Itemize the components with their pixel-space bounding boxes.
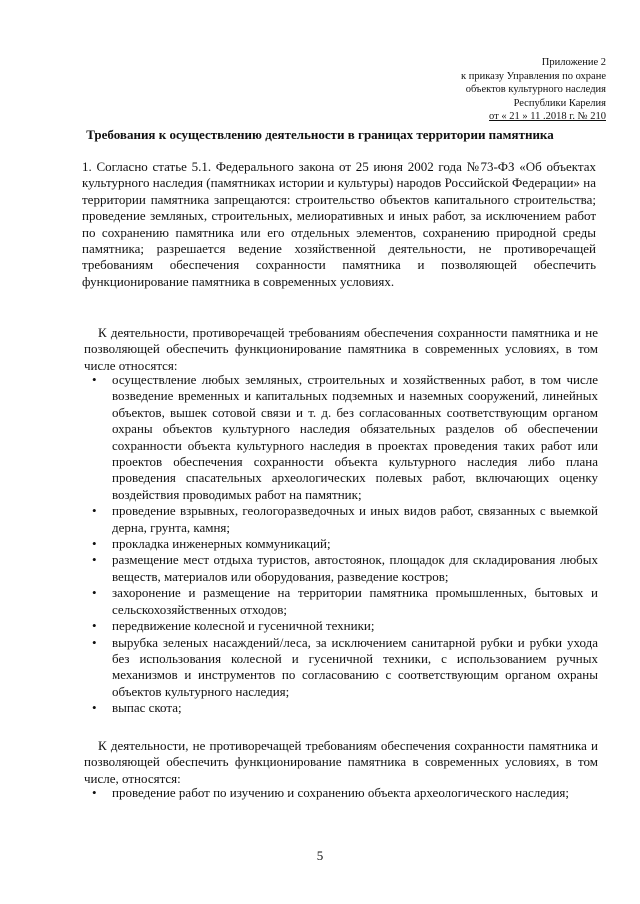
section-1-intro: К деятельности, противоречащей требованиям обеспечения сохранности памятника и не позволяющей обеспечить функционирование памятника в современных условиях, в том числе относятся: [84, 325, 598, 373]
list-item: • прокладка инженерных коммуникаций; [94, 536, 598, 552]
order-date-number: от « 21 » 11 .2018 г. № 210 [489, 111, 606, 122]
list-item: • выпас скота; [94, 700, 598, 716]
list-item: • вырубка зеленых насаждений/леса, за исключением санитарной рубки и рубки ухода без использования колесной и гусеничной техники, с использованием ручных механизмов и инструментов по согласованию с соответствующим органом охраны объектов культурного наследия; [94, 635, 598, 701]
appendix-header [461, 56, 606, 124]
section-2-intro: К деятельности, не противоречащей требованиям обеспечения сохранности памятника и позволяющей обеспечить функционирование памятника в современных условиях, в том числе, относятся: [84, 738, 598, 786]
list-item: • проведение взрывных, геологоразведочных и иных видов работ, связанных с выемкой дерна, грунта, камня; [94, 503, 598, 536]
page-number: 5 [316, 848, 324, 863]
list-item: • захоронение и размещение на территории памятника промышленных, бытовых и сельскохозяйственных отходов; [94, 585, 598, 618]
prohibited-activities-list [94, 372, 598, 717]
appendix-line: объектов культурного наследия [465, 84, 606, 95]
paragraph-1: 1. Согласно статье 5.1. Федерального закона от 25 июня 2002 года №73-ФЗ «Об объектах культурного наследия (памятниках истории и культуры) народов Российской Федерации» на территории памятника запрещаются: строительство объектов капитального строительства; проведение земляных, строительных, мелиоративных и иных работ, за исключением работ по сохранению памятника или его отдельных элементов, сохранению природной среды памятника; разрешается ведение хозяйственной деятельности, не противоречащей требованиям обеспечения сохранности памятника и позволяющей обеспечить функционирование памятника в современных условиях. [82, 159, 596, 289]
list-item: • осуществление любых земляных, строительных и хозяйственных работ, в том числе возведение временных и капитальных подземных и наземных сооружений, линейных объектов, вышек сотовой связи и т. д. без согласованных соответствующим органом охраны объектов культурного наследия обязательных разделов об обеспечении сохранности объекта культурного наследия в проектах проведения таких работ или проектов обеспечения сохранности объекта культурного наследия либо плана проведения спасательных археологических полевых работ, включающих оценку воздействия проводимых работ на памятник; [94, 372, 598, 503]
appendix-line: Приложение 2 [541, 57, 606, 68]
list-item: • проведение работ по изучению и сохранению объекта археологического наследия; [94, 785, 598, 801]
appendix-line: Республики Карелия [513, 97, 606, 109]
permitted-activities-list [94, 785, 598, 801]
document-title: Требования к осуществлению деятельности в границах территории памятника [86, 127, 554, 142]
appendix-line: к приказу Управления по охране [461, 70, 606, 82]
list-item: • размещение мест отдыха туристов, автостоянок, площадок для складирования любых веществ, материалов или оборудования, разведение костров; [94, 552, 598, 585]
list-item: • передвижение колесной и гусеничной техники; [94, 618, 598, 634]
